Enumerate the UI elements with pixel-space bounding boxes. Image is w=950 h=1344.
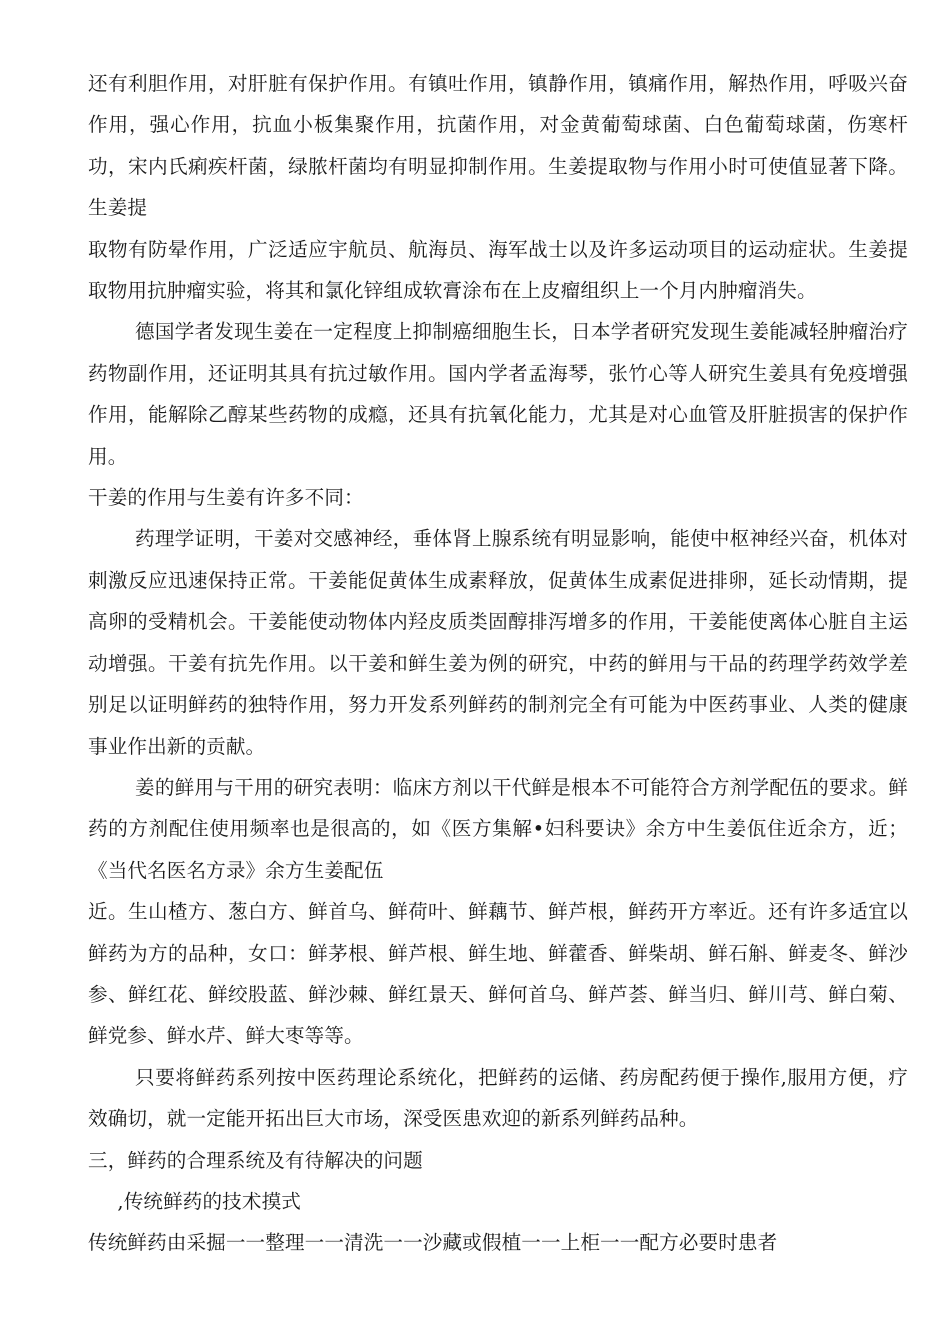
document-body bbox=[88, 63, 908, 1264]
subsection-heading: ,传统鲜药的技术摸式 bbox=[117, 1189, 301, 1213]
paragraph-6: 姜的鲜用与干用的研究表明：临床方剂以干代鲜是根本不可能符合方剂学配伍的要求。鲜药的方剂配住使用频率也是很高的，如《医方集解•妇科要诀》余方中生姜佤住近余方，近；《当代名医名方录》余方生姜配伍 bbox=[88, 775, 908, 882]
section-heading: 三，鲜药的合理系统及有待解决的问题 bbox=[88, 1148, 423, 1172]
paragraph-4: 干姜的作用与生姜有许多不同： bbox=[88, 486, 364, 510]
paragraph-3: 德国学者发现生姜在一定程度上抑制癌细胞生长，日本学者研究发现生姜能减轻肿瘤治疗药物副作用，还证明其具有抗过敏作用。国内学者孟海琴，张竹心等人研究生姜具有免疫增强作用，能解除乙醇某些药物的成瘾，还具有抗氧化能力，尤其是对心血管及肝脏损害的保护作用。 bbox=[88, 320, 908, 468]
paragraph-7: 近。生山楂方、葱白方、鲜首乌、鲜荷叶、鲜藕节、鲜芦根，鲜药开方率近。还有许多适宜以鲜药为方的品种，女口：鲜茅根、鲜芦根、鲜生地、鲜藿香、鲜柴胡、鲜石斛、鲜麦冬、鲜沙参、鲜红花、鲜绞股蓝、鲜沙棘、鲜红景天、鲜何首乌、鲜芦荟、鲜当归、鲜川芎、鲜白菊、鲜党参、鲜水芹、鲜大枣等等。 bbox=[88, 900, 908, 1048]
paragraph-8: 只要将鲜药系列按中医药理论系统化，把鲜药的运储、药房配药便于操作,服用方便，疗效确切，就一定能开拓出巨大市场，深受医患欢迎的新系列鲜药品种。 bbox=[88, 1065, 908, 1131]
paragraph-1: 还有利胆作用，对肝脏有保护作用。有镇吐作用，镇静作用，镇痛作用，解热作用，呼吸兴奋作用，强心作用，抗血小板集聚作用，抗菌作用，对金黄葡萄球菌、白色葡萄球菌，伤寒杆功，宋内氏痢疾杆菌，绿脓杆菌均有明显抑制作用。生姜提取物与作用小时可使值显著下降。生姜提 bbox=[88, 72, 908, 220]
paragraph-2: 取物有防晕作用，广泛适应宇航员、航海员、海军战士以及许多运动项目的运动症状。生姜提取物用抗肿瘤实验，将其和氯化锌组成软膏涂布在上皮瘤组织上一个月内肿瘤消失。 bbox=[88, 237, 908, 303]
paragraph-11: 传统鲜药由采掘一一整理一一清洗一一沙藏或假植一一上柜一一配方必要时患者 bbox=[88, 1231, 778, 1255]
paragraph-5: 药理学证明，干姜对交感神经，垂体肾上腺系统有明显影响，能使中枢神经兴奋，机体对刺激反应迅速保持正常。干姜能促黄体生成素释放，促黄体生成素促进排卵，延长动情期，提高卵的受精机会。干姜能使动物体内羟皮质类固醇排泻增多的作用，干姜能使离体心脏自主运动增强。干姜有抗先作用。以干姜和鲜生姜为例的研究，中药的鲜用与干品的药理学药效学差别足以证明鲜药的独特作用，努力开发系列鲜药的制剂完全有可能为中医药事业、人类的健康事业作出新的贡献。 bbox=[88, 527, 908, 758]
